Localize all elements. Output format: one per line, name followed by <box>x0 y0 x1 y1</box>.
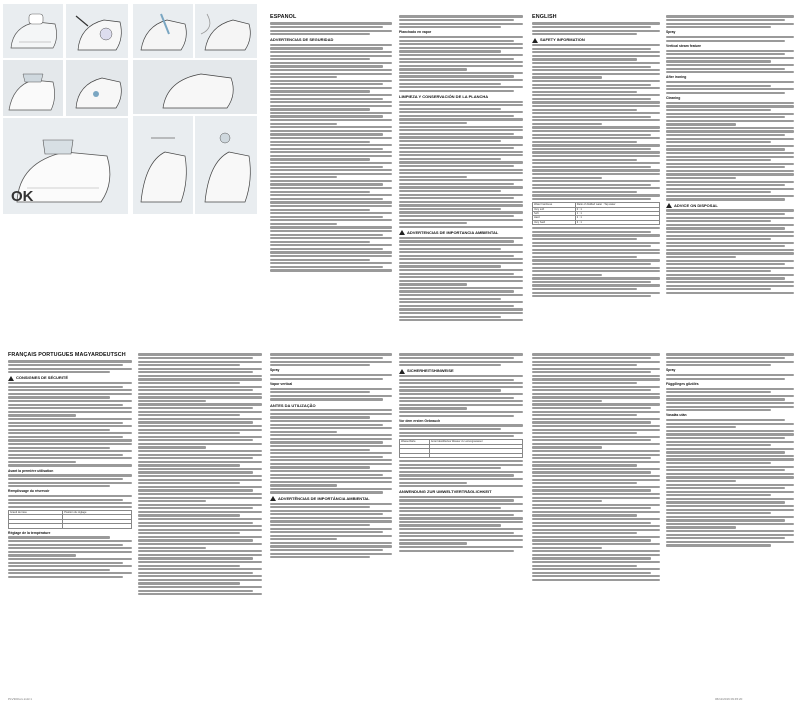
section-heading: ANWENDUNG ZUR UMWELTVERTRÄGLICHKEIT <box>399 489 492 495</box>
section-heading: After ironing <box>666 75 687 80</box>
section-heading: Vor dem ersten Gebrauch <box>399 418 441 423</box>
figure-panel-1 <box>3 4 63 58</box>
language-heading: ENGLISH <box>532 14 557 20</box>
figure-panel-10 <box>195 116 257 214</box>
section-heading: Planchado en vapor <box>399 30 432 35</box>
language-heading: FRANÇAIS PORTUGUÊS MAGYARDEUTSCH <box>8 352 126 358</box>
section-heading: ADVERTÊNCIAS DE IMPORTÂNCIA AMBIENTAL <box>270 496 392 501</box>
section-heading: Cleaning <box>666 96 681 101</box>
table-header-cell: Water hardness <box>533 203 576 207</box>
section-heading: SAFETY INFORMATION <box>532 37 660 42</box>
section-heading: ADVERTENCIAS DE SEGURIDAD <box>270 37 334 43</box>
language-heading: ESPAÑOL <box>270 14 297 20</box>
text-column-hu <box>666 352 794 692</box>
table-cell: 0 : 1 <box>575 207 659 211</box>
figure-panel-7 <box>195 4 257 58</box>
table-cell: Soft <box>533 212 576 216</box>
figure-panel-9 <box>133 116 193 214</box>
ok-label: OK <box>11 188 34 205</box>
table-cell: 1 : 1 <box>575 212 659 216</box>
iron-illustration <box>133 60 257 114</box>
table-header-cell: Wasserhärte <box>400 440 430 444</box>
text-column-pt <box>270 352 392 692</box>
table-row <box>400 453 523 457</box>
section-heading: Vertical steam feature <box>666 43 702 48</box>
warning-icon <box>270 496 276 501</box>
iron-illustration <box>66 4 128 58</box>
figure-panel-4 <box>66 60 128 116</box>
iron-illustration <box>133 116 193 214</box>
warning-icon <box>399 230 405 235</box>
table-row <box>533 220 660 224</box>
figure-panel-8 <box>133 60 257 114</box>
section-heading: CONSIGNES DE SÉCURITÉ <box>8 375 132 380</box>
fabric-table <box>8 510 132 529</box>
section-heading: Réglage de la température <box>8 530 51 535</box>
warning-icon <box>8 376 14 381</box>
iron-illustration <box>3 60 63 116</box>
print-slug-left: PLV300xxx.indd 1 <box>8 697 32 701</box>
section-heading: SICHERHEITSHINWEISE <box>399 368 523 373</box>
section-heading: ADVERTENCIAS DE IMPORTANCIA AMBIENTAL <box>399 230 523 235</box>
iron-illustration <box>3 4 63 58</box>
section-heading: Vapor vertical <box>270 381 293 386</box>
section-heading: Spray <box>666 30 676 35</box>
warning-icon <box>399 369 405 374</box>
water-hardness-table <box>532 202 660 225</box>
section-heading: LIMPIEZA Y CONSERVACIÓN DE LA PLANCHA <box>399 93 489 99</box>
figure-panel-6 <box>133 4 193 58</box>
figure-panel-2 <box>66 4 128 58</box>
warning-icon <box>532 38 538 43</box>
print-slug-right: 06/11/2016 09:45:20 <box>715 697 743 701</box>
iron-illustration <box>66 60 128 116</box>
table-header-cell: Position du réglage <box>63 511 132 515</box>
table-header-cell: Grand de tissu <box>9 511 63 515</box>
iron-illustration <box>195 4 257 58</box>
text-column-fr-2 <box>138 352 262 692</box>
section-heading: Vasalás után <box>666 413 687 418</box>
table-cell: 2 : 1 <box>575 216 659 220</box>
section-heading: Remplissage du réservoir <box>8 489 50 494</box>
iron-illustration <box>195 116 257 214</box>
section-heading: ADVICE ON DISPOSAL <box>666 203 794 208</box>
figure-panel-5 <box>3 118 128 214</box>
section-heading: Spray <box>666 368 676 373</box>
text-column-fr <box>8 352 132 692</box>
table-cell: Very soft <box>533 207 576 211</box>
text-column-es-2 <box>399 14 523 344</box>
figure-panel-3 <box>3 60 63 116</box>
warning-icon <box>666 203 672 208</box>
iron-illustration <box>133 4 193 58</box>
table-row <box>9 524 132 528</box>
table-cell: Very hard <box>533 220 576 224</box>
text-column-en-2 <box>666 14 794 344</box>
section-heading: ANTES DA UTILIZAÇÃO <box>270 402 316 408</box>
text-column-de-2 <box>532 352 660 692</box>
table-cell: 3 : 1 <box>575 220 659 224</box>
section-heading: Avant la première utilisation <box>8 468 54 473</box>
text-column-en <box>532 14 660 344</box>
text-column-es <box>270 14 392 344</box>
water-hardness-table-de <box>399 439 523 458</box>
text-column-de <box>399 352 523 692</box>
section-heading: Spray <box>270 368 280 373</box>
table-header-cell: Anteil destilliertes Wasser zu Leitungswasser <box>429 440 522 444</box>
table-cell: Hard <box>533 216 576 220</box>
section-heading: Függőleges gőzölés <box>666 381 699 386</box>
table-header-cell: Ratio of distilled water : Tap water <box>575 203 659 207</box>
